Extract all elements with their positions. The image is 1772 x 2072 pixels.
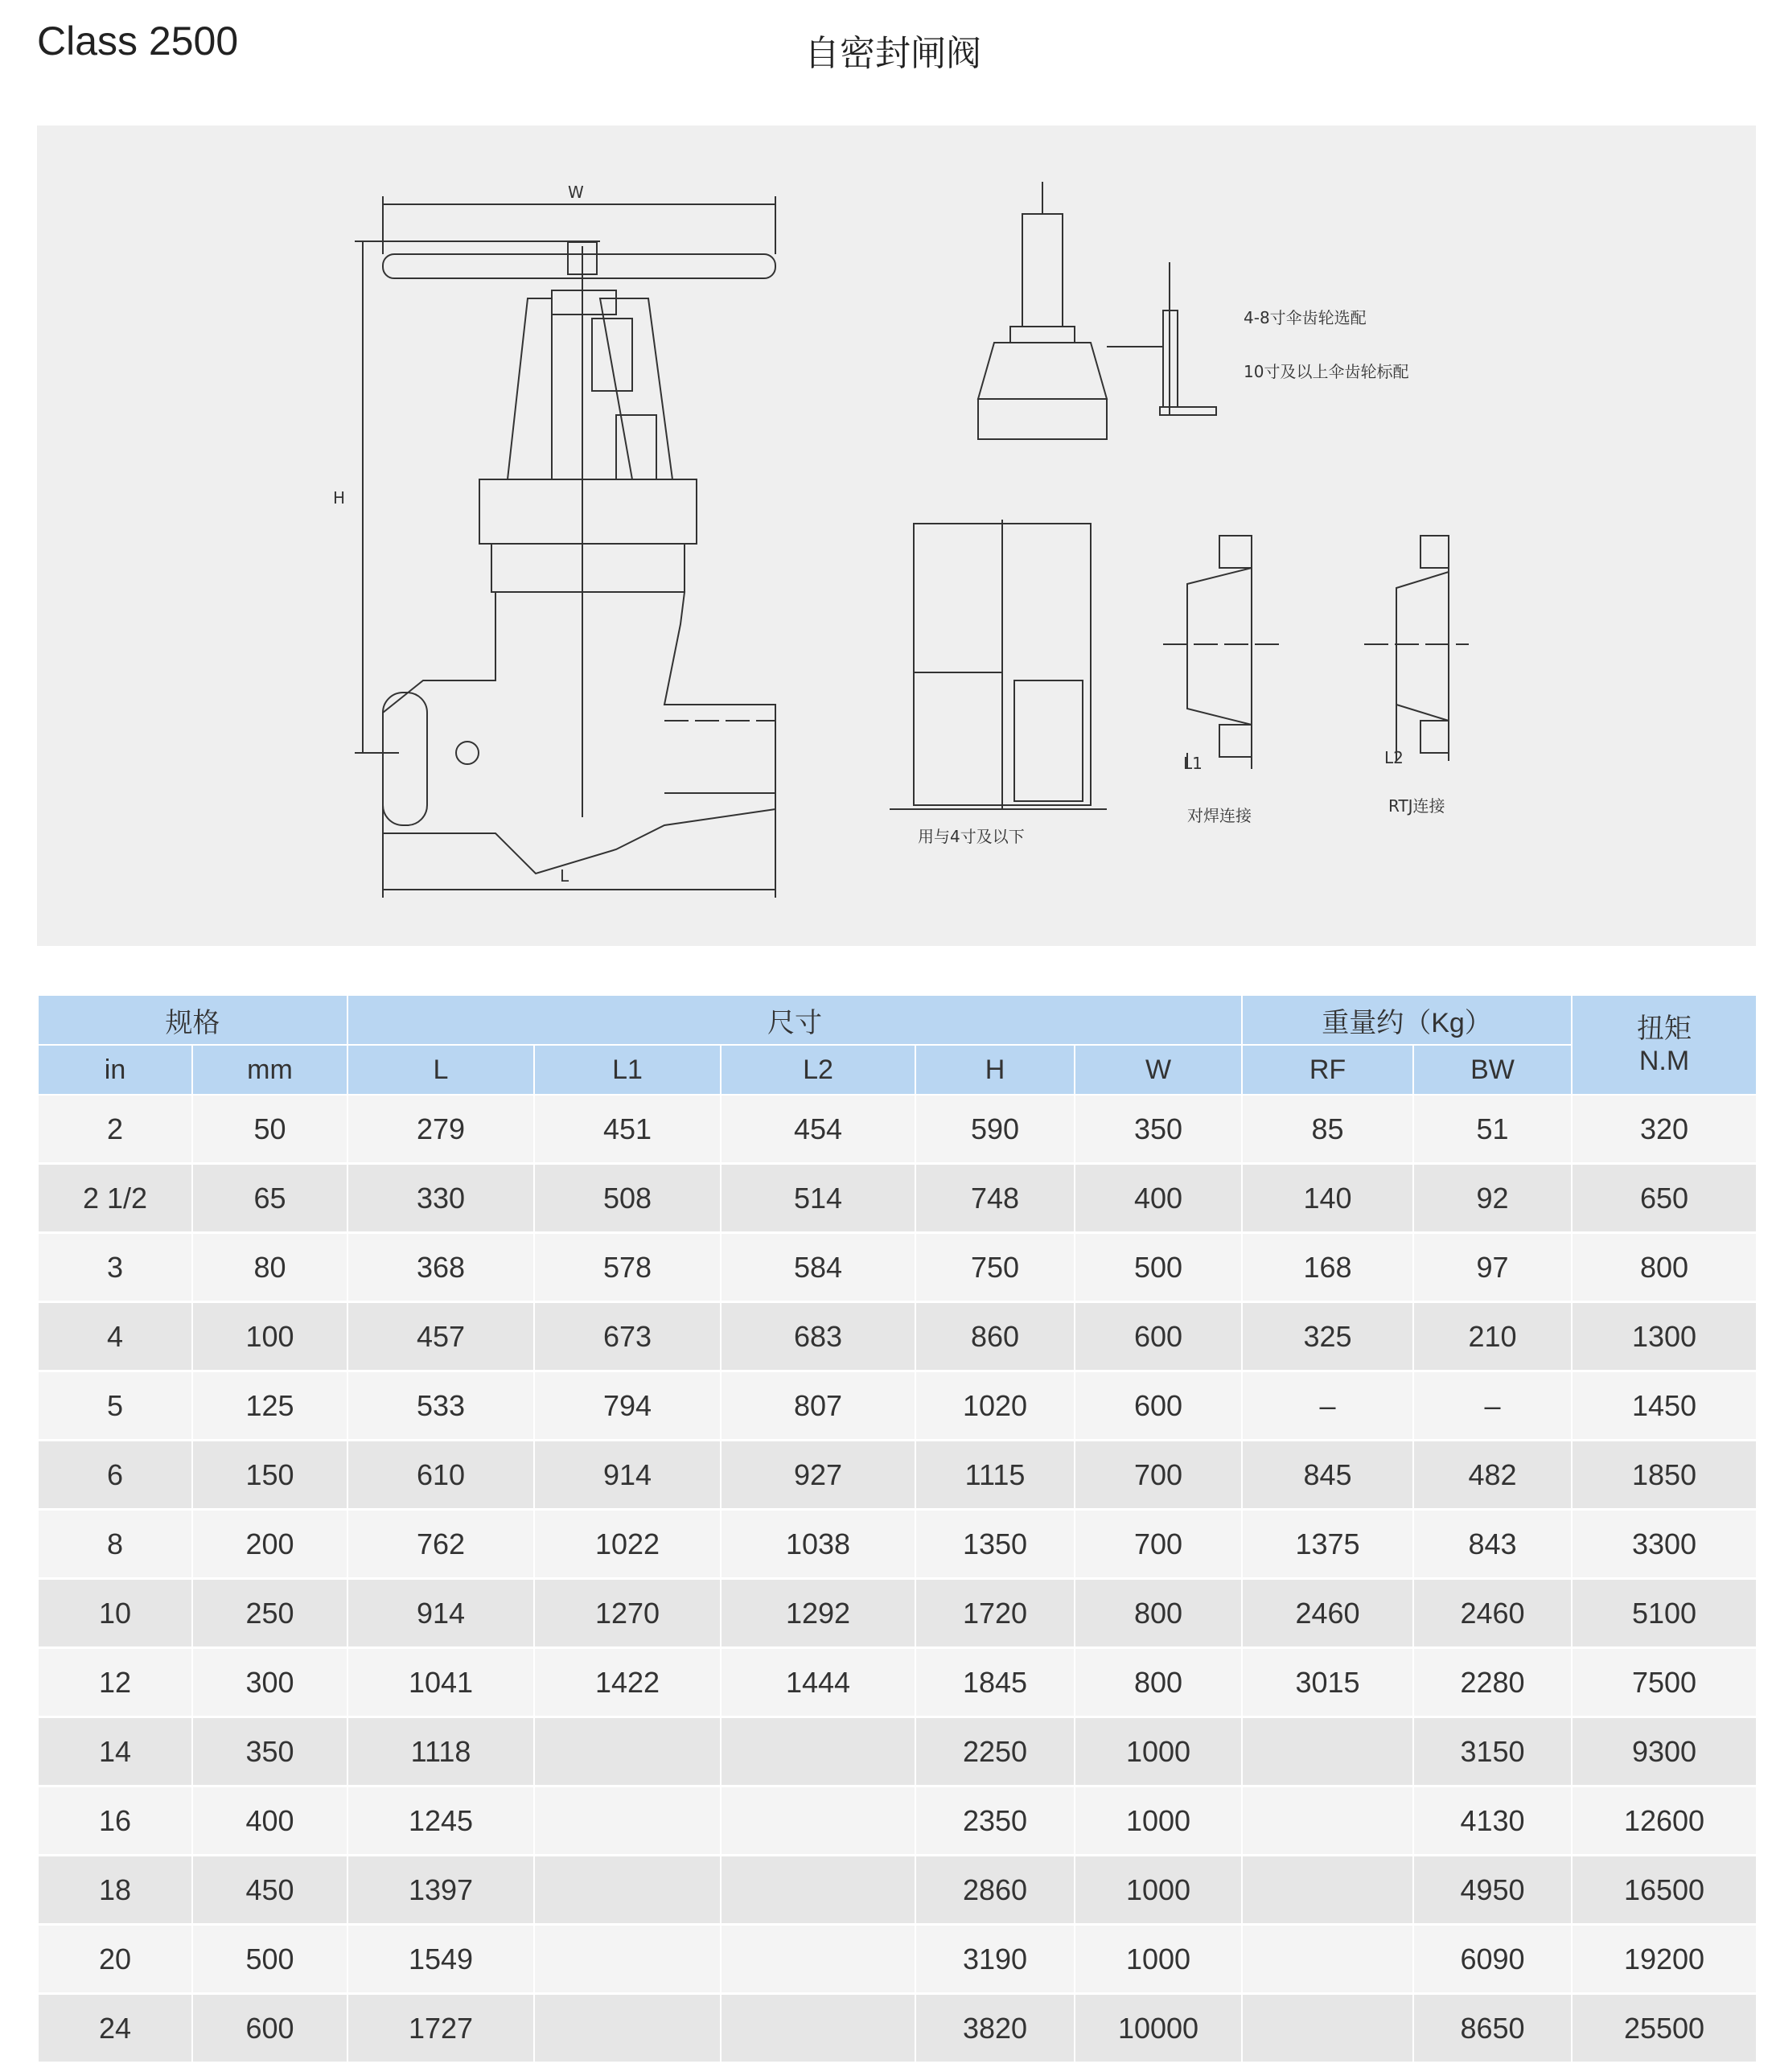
table-cell: 1115 xyxy=(915,1441,1075,1510)
table-cell: 3190 xyxy=(915,1925,1075,1994)
table-cell xyxy=(721,1786,915,1856)
dim-l1-label: L1 xyxy=(1183,754,1203,773)
col-header: BW xyxy=(1413,1045,1572,1095)
table-cell: 1118 xyxy=(347,1717,534,1786)
table-cell: 80 xyxy=(192,1233,347,1302)
table-row xyxy=(38,1371,1757,1441)
table-cell: 1549 xyxy=(347,1925,534,1994)
table-row xyxy=(38,1925,1757,1994)
table-cell: 800 xyxy=(1572,1233,1757,1302)
table-cell: 514 xyxy=(721,1164,915,1233)
table-cell xyxy=(534,1925,721,1994)
table-cell: 100 xyxy=(192,1302,347,1371)
table-cell: 168 xyxy=(1242,1233,1413,1302)
table-cell: 20 xyxy=(38,1925,192,1994)
dim-l2-label: L2 xyxy=(1384,748,1404,767)
table-cell: 2460 xyxy=(1413,1579,1572,1648)
table-cell: 300 xyxy=(192,1648,347,1717)
table-cell xyxy=(1242,1925,1413,1994)
table-cell xyxy=(721,1994,915,2063)
caption-small-valve: 用与4寸及以下 xyxy=(918,827,1025,846)
col-header: L xyxy=(347,1045,534,1095)
table-cell xyxy=(534,1994,721,2063)
table-cell xyxy=(1242,1786,1413,1856)
table-row xyxy=(38,1648,1757,1717)
col-header: in xyxy=(38,1045,192,1095)
table-cell: 762 xyxy=(347,1510,534,1579)
table-cell: 600 xyxy=(1075,1302,1242,1371)
table-row xyxy=(38,1994,1757,2063)
table-cell: 65 xyxy=(192,1164,347,1233)
table-cell: 250 xyxy=(192,1579,347,1648)
table-cell: 1720 xyxy=(915,1579,1075,1648)
table-cell: 457 xyxy=(347,1302,534,1371)
dim-w-label: W xyxy=(568,183,584,202)
table-cell: 860 xyxy=(915,1302,1075,1371)
table-cell: 1422 xyxy=(534,1648,721,1717)
table-row xyxy=(38,1579,1757,1648)
table-cell: 748 xyxy=(915,1164,1075,1233)
table-cell: 3150 xyxy=(1413,1717,1572,1786)
table-row xyxy=(38,1095,1757,1164)
table-cell: 600 xyxy=(1075,1371,1242,1441)
table-cell: 12 xyxy=(38,1648,192,1717)
table-cell: 3820 xyxy=(915,1994,1075,2063)
table-cell xyxy=(534,1856,721,1925)
table-cell: 1000 xyxy=(1075,1786,1242,1856)
table-cell: 533 xyxy=(347,1371,534,1441)
table-cell: 1450 xyxy=(1572,1371,1757,1441)
table-cell: 8 xyxy=(38,1510,192,1579)
table-cell: 508 xyxy=(534,1164,721,1233)
table-row xyxy=(38,1302,1757,1371)
table-cell: 1350 xyxy=(915,1510,1075,1579)
caption-rtj-connection: RTJ连接 xyxy=(1388,796,1445,816)
header-torque-label: 扭矩 xyxy=(1637,1013,1692,1044)
col-header: L2 xyxy=(721,1045,915,1095)
col-header: W xyxy=(1075,1045,1242,1095)
table-cell: 1245 xyxy=(347,1786,534,1856)
table-cell xyxy=(1242,1994,1413,2063)
table-cell: 800 xyxy=(1075,1648,1242,1717)
table-cell: 210 xyxy=(1413,1302,1572,1371)
header-weight: 重量约（Kg） xyxy=(1242,995,1572,1045)
table-cell: 16500 xyxy=(1572,1856,1757,1925)
table-cell: 800 xyxy=(1075,1579,1242,1648)
table-cell: 1300 xyxy=(1572,1302,1757,1371)
table-cell: 578 xyxy=(534,1233,721,1302)
table-cell: 279 xyxy=(347,1095,534,1164)
table-cell: 673 xyxy=(534,1302,721,1371)
table-cell: 12600 xyxy=(1572,1786,1757,1856)
table-cell: 450 xyxy=(192,1856,347,1925)
col-header: L1 xyxy=(534,1045,721,1095)
table-cell: 325 xyxy=(1242,1302,1413,1371)
table-cell: 400 xyxy=(192,1786,347,1856)
table-cell: 1000 xyxy=(1075,1925,1242,1994)
table-cell: 24 xyxy=(38,1994,192,2063)
table-cell: 500 xyxy=(1075,1233,1242,1302)
col-header: mm xyxy=(192,1045,347,1095)
table-cell: 5 xyxy=(38,1371,192,1441)
table-cell: – xyxy=(1413,1371,1572,1441)
table-cell: 4130 xyxy=(1413,1786,1572,1856)
table-cell: 2 xyxy=(38,1095,192,1164)
table-cell: 25500 xyxy=(1572,1994,1757,2063)
header-torque xyxy=(1572,995,1757,1095)
table-cell xyxy=(1242,1717,1413,1786)
table-cell: 51 xyxy=(1413,1095,1572,1164)
table-cell: 1270 xyxy=(534,1579,721,1648)
table-cell xyxy=(721,1925,915,1994)
table-cell: 140 xyxy=(1242,1164,1413,1233)
table-cell: 1850 xyxy=(1572,1441,1757,1510)
header-dimensions: 尺寸 xyxy=(347,995,1242,1045)
table-cell: 4 xyxy=(38,1302,192,1371)
dim-h-label: H xyxy=(333,488,346,508)
caption-bw-connection: 对焊连接 xyxy=(1187,806,1252,825)
table-cell: 368 xyxy=(347,1233,534,1302)
table-cell: 330 xyxy=(347,1164,534,1233)
table-cell: 150 xyxy=(192,1441,347,1510)
table-cell: 1000 xyxy=(1075,1717,1242,1786)
table-row xyxy=(38,1510,1757,1579)
table-cell: 3 xyxy=(38,1233,192,1302)
table-cell: 2250 xyxy=(915,1717,1075,1786)
table-cell: 16 xyxy=(38,1786,192,1856)
table-cell: 97 xyxy=(1413,1233,1572,1302)
table-cell: 18 xyxy=(38,1856,192,1925)
table-cell: 927 xyxy=(721,1441,915,1510)
table-cell: 4950 xyxy=(1413,1856,1572,1925)
table-cell: 7500 xyxy=(1572,1648,1757,1717)
table-cell: 750 xyxy=(915,1233,1075,1302)
table-cell xyxy=(534,1717,721,1786)
table-cell: 700 xyxy=(1075,1510,1242,1579)
table-row xyxy=(38,1164,1757,1233)
table-cell: 650 xyxy=(1572,1164,1757,1233)
valve-drawing-panel xyxy=(37,125,1756,946)
table-cell: 19200 xyxy=(1572,1925,1757,1994)
table-cell xyxy=(534,1786,721,1856)
table-cell xyxy=(1242,1856,1413,1925)
table-cell: 843 xyxy=(1413,1510,1572,1579)
table-cell: 2 1/2 xyxy=(38,1164,192,1233)
table-cell: 610 xyxy=(347,1441,534,1510)
table-cell: 320 xyxy=(1572,1095,1757,1164)
table-cell: 9300 xyxy=(1572,1717,1757,1786)
table-cell: 1020 xyxy=(915,1371,1075,1441)
table-cell: 600 xyxy=(192,1994,347,2063)
table-cell: 1444 xyxy=(721,1648,915,1717)
table-cell: 1375 xyxy=(1242,1510,1413,1579)
table-cell: 6 xyxy=(38,1441,192,1510)
table-row xyxy=(38,1717,1757,1786)
table-row xyxy=(38,1856,1757,1925)
table-cell: 10000 xyxy=(1075,1994,1242,2063)
table-cell: 200 xyxy=(192,1510,347,1579)
table-cell: 451 xyxy=(534,1095,721,1164)
table-cell: 2350 xyxy=(915,1786,1075,1856)
table-cell: 683 xyxy=(721,1302,915,1371)
table-cell: 845 xyxy=(1242,1441,1413,1510)
table-cell: 590 xyxy=(915,1095,1075,1164)
table-row xyxy=(38,1786,1757,1856)
table-cell: 914 xyxy=(347,1579,534,1648)
table-cell: 807 xyxy=(721,1371,915,1441)
table-cell: 3300 xyxy=(1572,1510,1757,1579)
table-cell: 1292 xyxy=(721,1579,915,1648)
table-cell: 1000 xyxy=(1075,1856,1242,1925)
product-name: 自密封闸阀 xyxy=(804,33,981,74)
dimensions-table xyxy=(37,994,1758,2064)
table-cell xyxy=(721,1717,915,1786)
table-cell: 700 xyxy=(1075,1441,1242,1510)
table-cell: 2280 xyxy=(1413,1648,1572,1717)
table-cell: 1845 xyxy=(915,1648,1075,1717)
header-torque-unit: N.M xyxy=(1638,1046,1690,1076)
table-row xyxy=(38,1441,1757,1510)
table-cell: 85 xyxy=(1242,1095,1413,1164)
col-header: H xyxy=(915,1045,1075,1095)
gear-note-2: 10寸及以上伞齿轮标配 xyxy=(1244,362,1409,381)
table-cell: 1727 xyxy=(347,1994,534,2063)
table-cell: 350 xyxy=(192,1717,347,1786)
table-cell: 8650 xyxy=(1413,1994,1572,2063)
table-cell: 400 xyxy=(1075,1164,1242,1233)
table-cell: 454 xyxy=(721,1095,915,1164)
class-title: Class 2500 xyxy=(37,18,239,64)
table-cell: 350 xyxy=(1075,1095,1242,1164)
gear-note-1: 4-8寸伞齿轮选配 xyxy=(1244,308,1367,327)
table-cell: 3015 xyxy=(1242,1648,1413,1717)
table-cell: – xyxy=(1242,1371,1413,1441)
table-cell: 2460 xyxy=(1242,1579,1413,1648)
table-cell xyxy=(721,1856,915,1925)
table-cell: 5100 xyxy=(1572,1579,1757,1648)
table-cell: 2860 xyxy=(915,1856,1075,1925)
table-cell: 584 xyxy=(721,1233,915,1302)
table-cell: 92 xyxy=(1413,1164,1572,1233)
table-cell: 914 xyxy=(534,1441,721,1510)
header-spec: 规格 xyxy=(38,995,347,1045)
table-cell: 10 xyxy=(38,1579,192,1648)
table-row xyxy=(38,1233,1757,1302)
table-cell: 1038 xyxy=(721,1510,915,1579)
table-cell: 14 xyxy=(38,1717,192,1786)
col-header: RF xyxy=(1242,1045,1413,1095)
table-body xyxy=(38,1095,1757,2063)
dim-l-label: L xyxy=(560,866,569,886)
table-cell: 1022 xyxy=(534,1510,721,1579)
table-cell: 50 xyxy=(192,1095,347,1164)
table-cell: 794 xyxy=(534,1371,721,1441)
table-cell: 500 xyxy=(192,1925,347,1994)
valve-technical-drawing xyxy=(37,125,1756,946)
table-cell: 6090 xyxy=(1413,1925,1572,1994)
table-cell: 1041 xyxy=(347,1648,534,1717)
table-cell: 1397 xyxy=(347,1856,534,1925)
table-cell: 482 xyxy=(1413,1441,1572,1510)
table-cell: 125 xyxy=(192,1371,347,1441)
